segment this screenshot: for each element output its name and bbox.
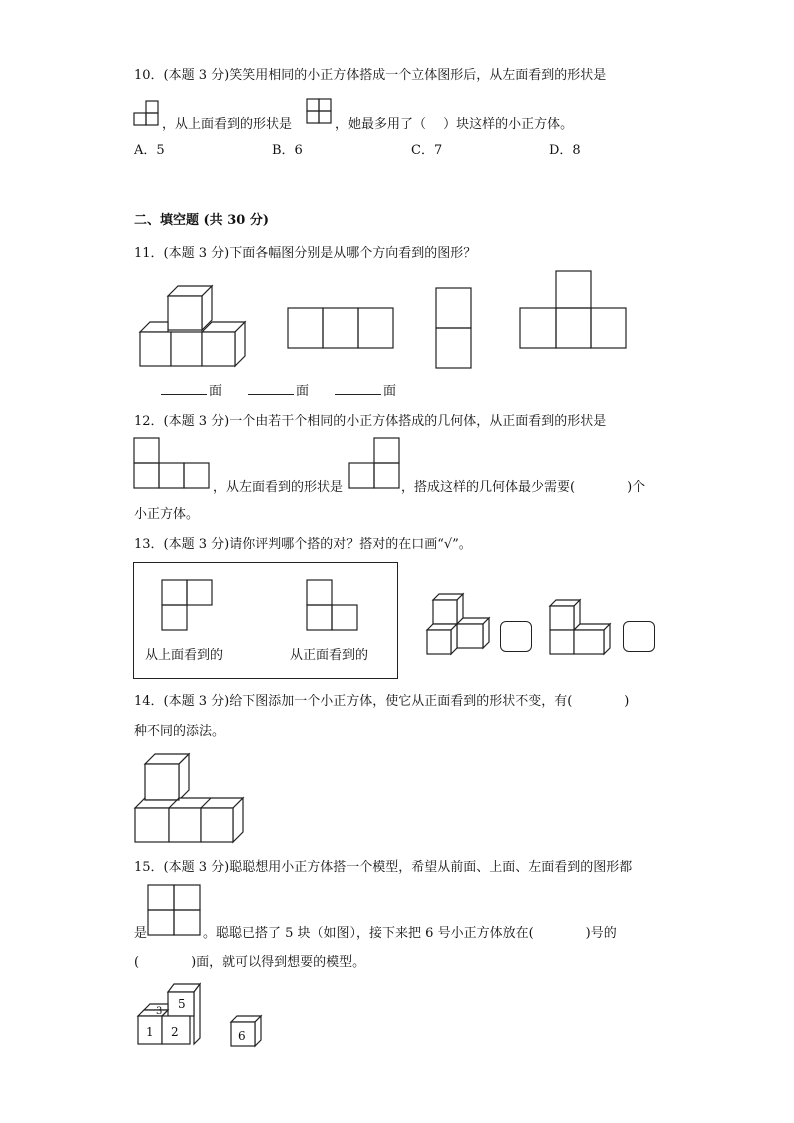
q13-label-top: 从上面看到的 [145, 648, 224, 663]
q14-line2: 种不同的添法。 [134, 724, 226, 739]
q12-left-view-figure [349, 437, 403, 491]
cube-label-2: 2 [171, 1025, 179, 1039]
q11-figure-3d-stack [138, 286, 248, 368]
q10-line2: ，从上面看到的形状是 [162, 117, 293, 132]
q11-figure-three-row [287, 307, 397, 351]
q14-line1: 14．(本题 3 分)给下图添加一个小正方体，使它从正面看到的形状不变，有( ) [134, 694, 630, 709]
q10-option-c[interactable]: C．7 [411, 143, 443, 158]
q13-stem: 13．(本题 3 分)请你评判哪个搭的对？搭对的在口画“√”。 [134, 537, 472, 552]
cube-label-1: 1 [146, 1025, 154, 1039]
q12-line2b: ，搭成这样的几何体最少需要( )个 [401, 480, 646, 495]
q13-front-view-figure [306, 579, 362, 635]
q15-line3: ( )面，就可以得到想要的模型。 [134, 955, 366, 970]
q11-stem: 11．(本题 3 分)下面各幅图分别是从哪个方向看到的图形？ [134, 246, 477, 261]
q15-cube-6 [229, 1014, 265, 1050]
q10-line1: 10．(本题 3 分)笑笑用相同的小正方体搭成一个立体图形后，从左面看到的形状是 [134, 68, 607, 83]
q13-option-2-cubes [548, 598, 618, 660]
q15-line2a: 是 [134, 926, 148, 941]
q13-check-box-2[interactable] [623, 621, 655, 652]
cube-label-3: 3 [156, 1006, 163, 1017]
q12-line2a: ，从左面看到的形状是 [213, 480, 344, 495]
q11-answer-1[interactable]: 面 [161, 382, 222, 400]
q11-answer-3[interactable]: 面 [335, 382, 396, 400]
q15-square-figure [147, 884, 203, 940]
q10-option-b[interactable]: B．6 [272, 143, 303, 158]
cube-label-6: 6 [238, 1029, 246, 1043]
q15-line2b: 。聪聪已搭了 5 块（如图），接下来把 6 号小正方体放在( )号的 [203, 926, 617, 941]
q15-built-cubes [136, 980, 208, 1048]
q12-front-view-figure [133, 437, 213, 491]
q11-answer-2[interactable]: 面 [248, 382, 309, 400]
cube-label-5: 5 [178, 997, 186, 1011]
q13-option-1-cubes [425, 592, 495, 658]
q11-figure-two-column [435, 287, 475, 369]
q15-line1: 15．(本题 3 分)聪聪想用小正方体搭一个模型，希望从前面、上面、左面看到的图形都 [134, 860, 633, 875]
q12-line3: 小正方体。 [134, 507, 200, 522]
q10-left-view-figure [134, 100, 160, 126]
q13-top-view-figure [161, 579, 217, 635]
q10-option-a[interactable]: A．5 [134, 143, 165, 158]
q10-option-d[interactable]: D．8 [549, 143, 581, 158]
section2-heading: 二、填空题 (共 30 分) [134, 213, 269, 228]
q11-figure-t-shape [519, 270, 629, 352]
q13-check-box-1[interactable] [500, 621, 532, 652]
q10-line2b: ，她最多用了（ ）块这样的小正方体。 [335, 117, 574, 132]
q14-cube-figure [135, 754, 247, 844]
q13-label-front: 从正面看到的 [290, 648, 369, 663]
q12-line1: 12．(本题 3 分)一个由若干个相同的小正方体搭成的几何体，从正面看到的形状是 [134, 414, 607, 429]
q10-top-view-figure [307, 99, 333, 125]
